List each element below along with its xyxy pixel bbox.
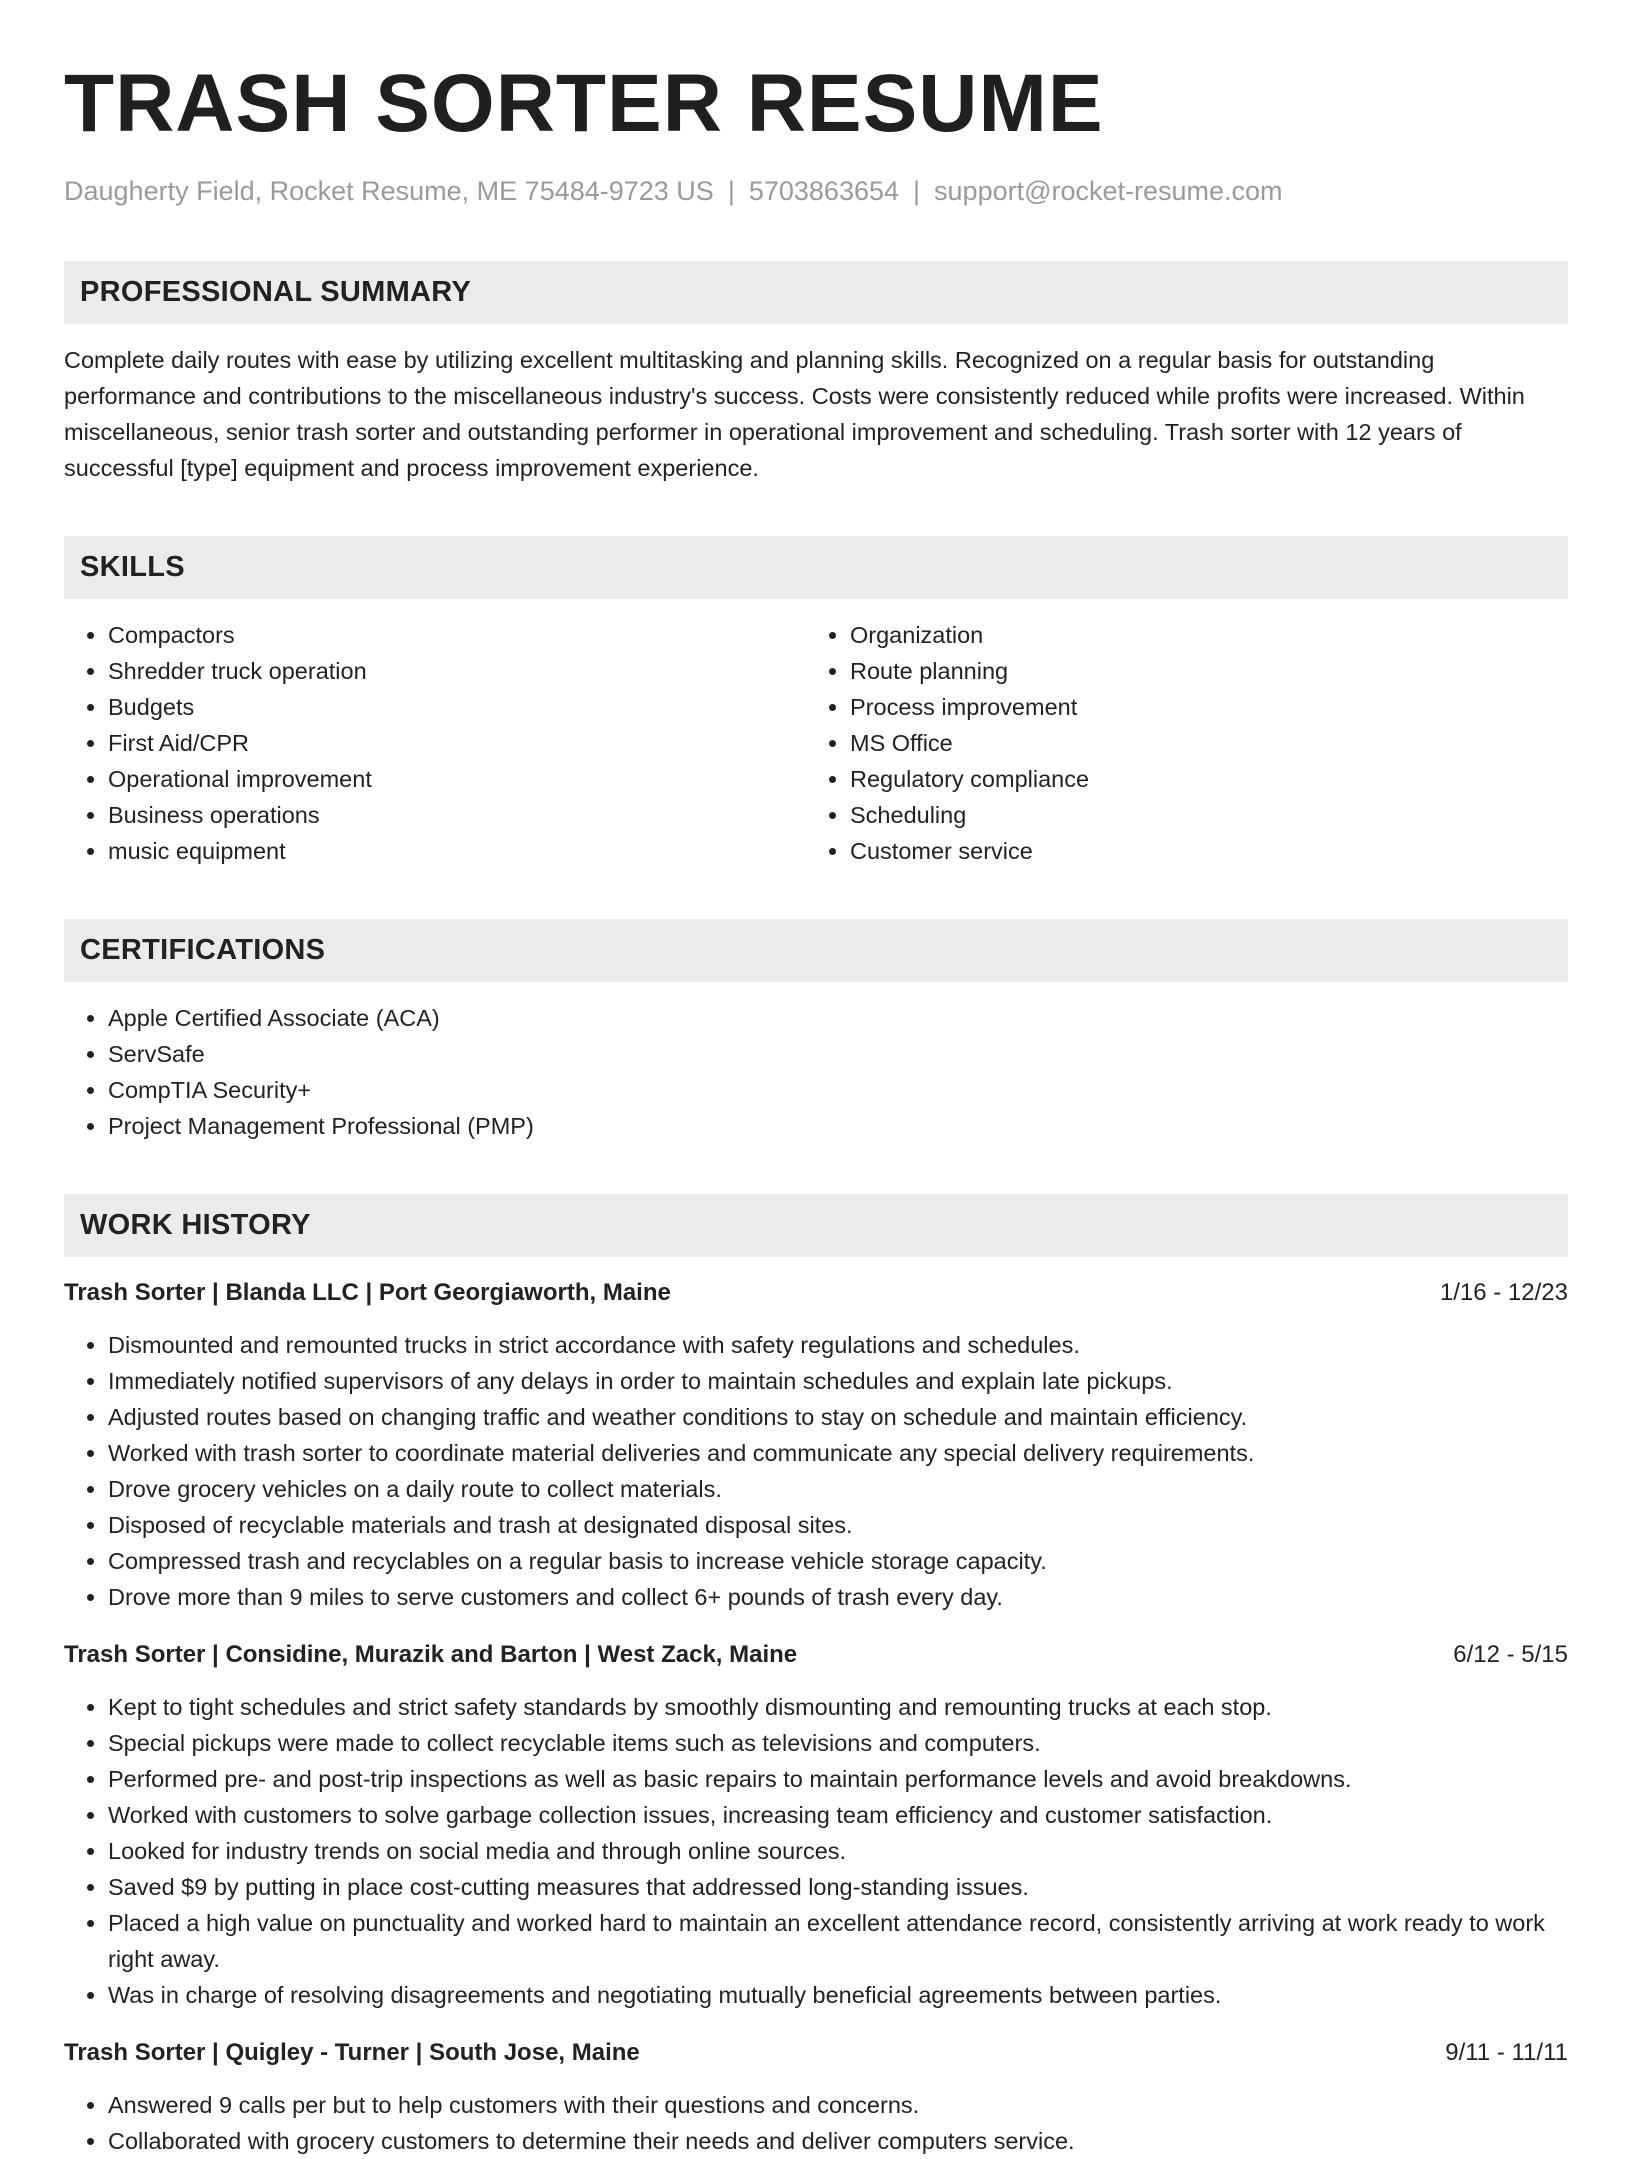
certification-item: • Apple Certified Associate (ACA) — [108, 1000, 1568, 1036]
job-title: Trash Sorter | Quigley - Turner | South Jose, Maine — [64, 2039, 640, 2066]
job-bullets — [64, 1689, 1568, 2013]
job-entry — [64, 1637, 1568, 2013]
contact-separator: | — [727, 176, 735, 206]
job-bullet: • Adjusted routes based on changing traffic and weather conditions to stay on schedule and maintain efficiency. — [108, 1399, 1568, 1435]
skill-item: • music equipment — [108, 833, 806, 869]
skill-item: • Budgets — [108, 689, 806, 725]
job-bullet: • Answered 9 calls per but to help customers with their questions and concerns. — [108, 2087, 1568, 2123]
job-header — [64, 1275, 1568, 1311]
certifications-list — [64, 1000, 1568, 1144]
job-bullets — [64, 1327, 1568, 1615]
section-header-work-history: WORK HISTORY — [64, 1194, 1568, 1257]
certification-item: • Project Management Professional (PMP) — [108, 1108, 1568, 1144]
job-bullet: • Worked with customers to solve garbage collection issues, increasing team efficiency and customer satisfaction. — [108, 1797, 1568, 1833]
job-header — [64, 1637, 1568, 1673]
skills-list-left — [64, 617, 806, 869]
contact-address: Daugherty Field, Rocket Resume, ME 75484-9723 US — [64, 176, 714, 206]
skill-item: • Route planning — [850, 653, 1548, 689]
skill-item: • Customer service — [850, 833, 1548, 869]
skill-item: • Scheduling — [850, 797, 1548, 833]
skill-item: • Regulatory compliance — [850, 761, 1548, 797]
contact-line — [64, 174, 1568, 208]
job-bullet: • Saved $9 by putting in place cost-cutting measures that addressed long-standing issues. — [108, 1869, 1568, 1905]
job-bullet: • Performed pre- and post-trip inspections as well as basic repairs to maintain performance levels and avoid breakdowns. — [108, 1761, 1568, 1797]
skill-item: • Business operations — [108, 797, 806, 833]
skill-item: • Compactors — [108, 617, 806, 653]
job-title: Trash Sorter | Considine, Murazik and Barton | West Zack, Maine — [64, 1641, 798, 1668]
skills-list-right — [806, 617, 1548, 869]
job-bullet: • Collaborated with grocery customers to determine their needs and deliver computers service. — [108, 2123, 1568, 2159]
job-title: Trash Sorter | Blanda LLC | Port Georgiaworth, Maine — [64, 1279, 671, 1306]
job-bullet: • Dismounted and remounted trucks in strict accordance with safety regulations and schedules. — [108, 1327, 1568, 1363]
job-bullet: • Kept to tight schedules and strict safety standards by smoothly dismounting and remounting trucks at each stop. — [108, 1689, 1568, 1725]
skill-item: • First Aid/CPR — [108, 725, 806, 761]
skill-item: • Organization — [850, 617, 1548, 653]
job-bullet: • Drove more than 9 miles to serve customers and collect 6+ pounds of trash every day. — [108, 1579, 1568, 1615]
job-bullet: • Special pickups were made to collect recyclable items such as televisions and computers. — [108, 1725, 1568, 1761]
job-bullet: • Compressed trash and recyclables on a regular basis to increase vehicle storage capacity. — [108, 1543, 1568, 1579]
section-header-skills: SKILLS — [64, 536, 1568, 599]
job-dates: 9/11 - 11/11 — [1445, 2039, 1568, 2066]
job-bullet: • Placed a high value on punctuality and worked hard to maintain an excellent attendance record, consistently arriving at work ready to work right away. — [108, 1905, 1568, 1977]
certification-item: • CompTIA Security+ — [108, 1072, 1568, 1108]
skill-item: • Operational improvement — [108, 761, 806, 797]
skill-item: • MS Office — [850, 725, 1548, 761]
job-header — [64, 2035, 1568, 2071]
job-bullets — [64, 2087, 1568, 2159]
summary-text: Complete daily routes with ease by utilizing excellent multitasking and planning skills. Recognized on a regular basis for outstanding performance and contributions to the miscellaneous industry's success. Costs were consistently reduced while profits were increased. Within miscellaneous, senior trash sorter and outstanding performer in operational improvement and scheduling. Trash sorter with 12 years of successful [type] equipment and process improvement experience. — [64, 347, 1525, 481]
section-header-certifications: CERTIFICATIONS — [64, 919, 1568, 982]
job-bullet: • Disposed of recyclable materials and trash at designated disposal sites. — [108, 1507, 1568, 1543]
job-bullet: • Immediately notified supervisors of any delays in order to maintain schedules and explain late pickups. — [108, 1363, 1568, 1399]
job-entry — [64, 1275, 1568, 1615]
contact-separator: | — [913, 176, 921, 206]
job-bullet: • Looked for industry trends on social media and through online sources. — [108, 1833, 1568, 1869]
job-bullet: • Was in charge of resolving disagreements and negotiating mutually beneficial agreements between parties. — [108, 1977, 1568, 2013]
contact-phone: 5703863654 — [748, 176, 900, 206]
skills-grid — [64, 617, 1568, 869]
skill-item: • Process improvement — [850, 689, 1548, 725]
job-bullet: • Drove grocery vehicles on a daily route to collect materials. — [108, 1471, 1568, 1507]
certification-item: • ServSafe — [108, 1036, 1568, 1072]
resume-title: TRASH SORTER RESUME — [64, 58, 1104, 149]
section-header-summary: PROFESSIONAL SUMMARY — [64, 261, 1568, 324]
job-dates: 6/12 - 5/15 — [1453, 1641, 1568, 1668]
contact-email: support@rocket-resume.com — [934, 176, 1283, 206]
job-dates: 1/16 - 12/23 — [1439, 1279, 1568, 1306]
job-entry — [64, 2035, 1568, 2159]
job-bullet: • Worked with trash sorter to coordinate material deliveries and communicate any special delivery requirements. — [108, 1435, 1568, 1471]
skill-item: • Shredder truck operation — [108, 653, 806, 689]
